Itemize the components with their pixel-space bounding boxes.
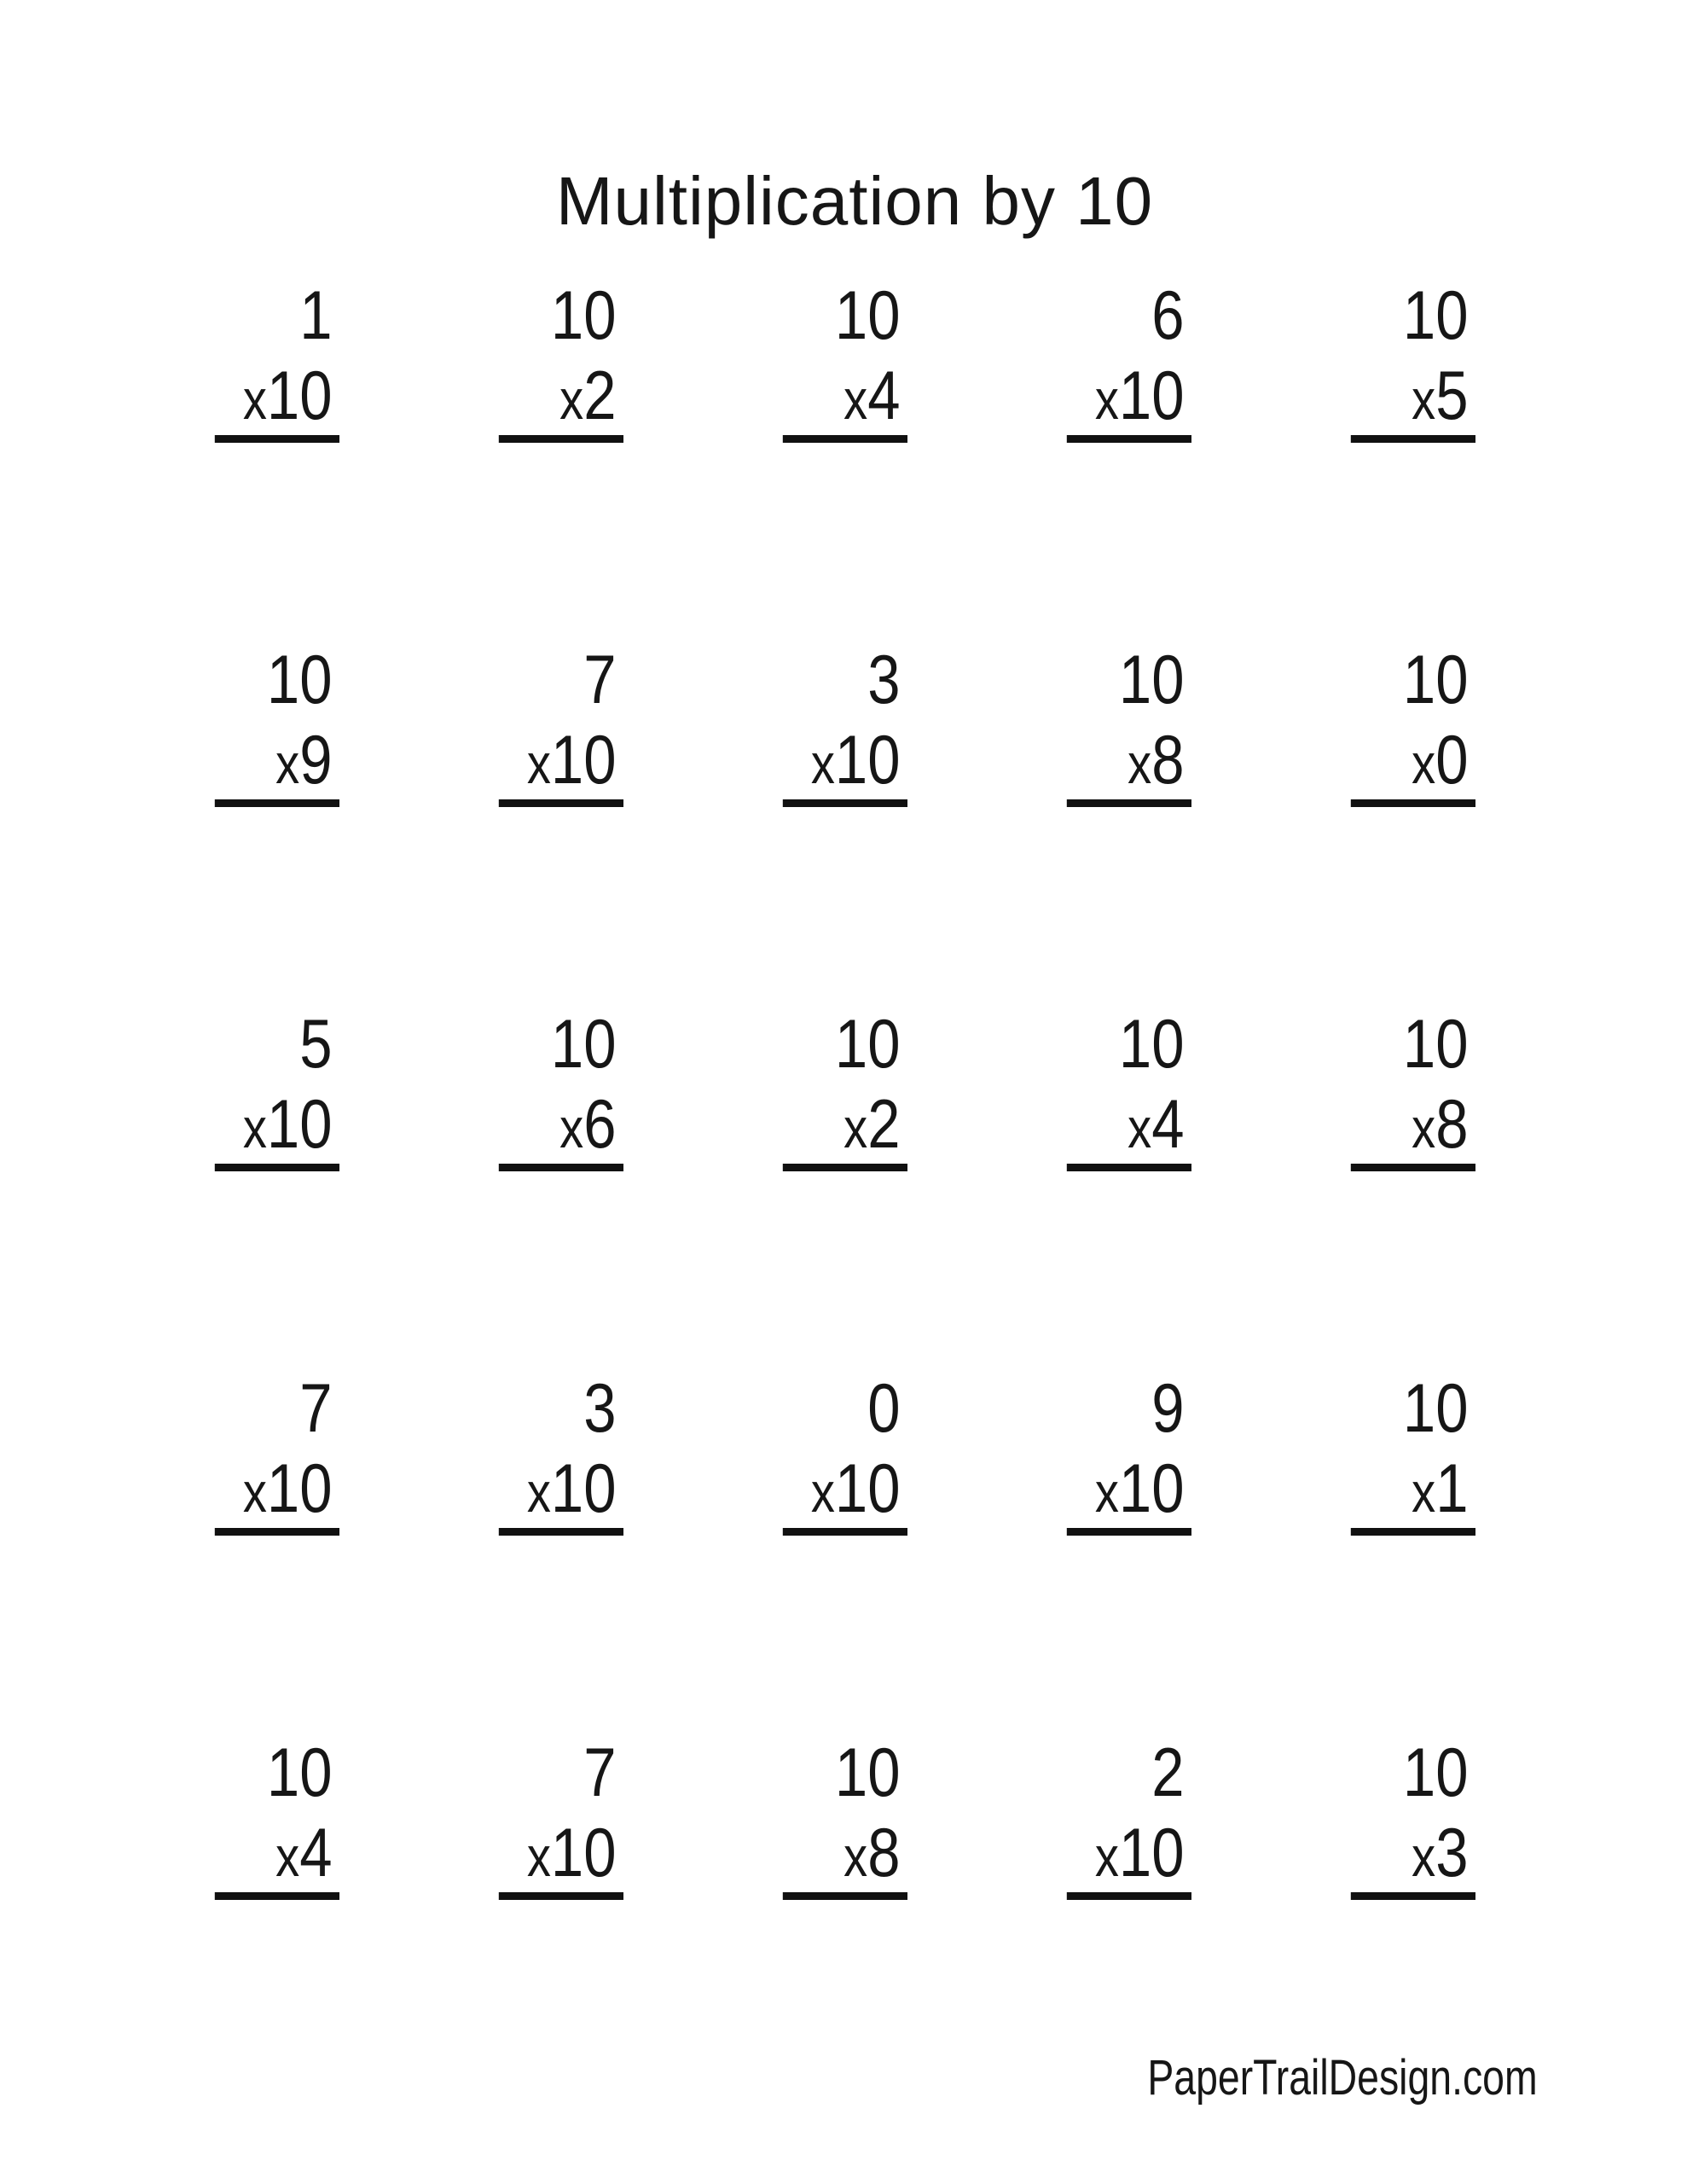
bottom-operand: 4 (867, 357, 901, 434)
top-operand: 7 (583, 642, 617, 718)
bottom-operand-line (810, 722, 907, 799)
bottom-operand: 10 (550, 1450, 617, 1527)
problem (666, 642, 907, 807)
bottom-operand: 3 (1435, 1815, 1469, 1891)
bottom-operand-line (275, 722, 339, 799)
answer-line (215, 1892, 339, 1900)
bottom-operand-line (526, 722, 623, 799)
multiply-operator: x (844, 1096, 868, 1159)
bottom-operand: 10 (1118, 1815, 1185, 1891)
top-operand: 6 (1151, 277, 1185, 354)
bottom-operand: 10 (550, 1815, 617, 1891)
problem (1234, 1734, 1475, 1900)
top-operand: 3 (583, 1370, 617, 1447)
multiply-operator: x (1128, 1096, 1152, 1159)
bottom-operand-line (526, 1815, 623, 1891)
problem (98, 1006, 339, 1171)
bottom-operand: 4 (1151, 1086, 1185, 1163)
multiply-operator: x (1094, 1825, 1119, 1888)
problem (98, 642, 339, 807)
answer-line (215, 799, 339, 807)
bottom-operand-line (242, 1086, 339, 1163)
problem (382, 1370, 623, 1536)
problem (382, 642, 623, 807)
multiply-operator: x (844, 1825, 868, 1888)
bottom-operand: 10 (1118, 1450, 1185, 1527)
answer-line (1351, 1892, 1475, 1900)
multiply-operator: x (1128, 732, 1152, 795)
multiply-operator: x (1094, 1461, 1119, 1524)
problem (98, 277, 339, 443)
bottom-operand-line (844, 357, 907, 434)
problem (1234, 1370, 1475, 1536)
top-operand: 3 (867, 642, 901, 718)
multiply-operator: x (1412, 732, 1436, 795)
top-operand: 7 (299, 1370, 333, 1447)
problem (98, 1734, 339, 1900)
problem (666, 1734, 907, 1900)
problem (666, 1370, 907, 1536)
worksheet-title: Multiplication by 10 (555, 162, 1154, 239)
top-operand: 10 (834, 277, 901, 354)
bottom-operand-line (1412, 1450, 1475, 1527)
top-operand: 2 (1151, 1734, 1185, 1811)
problem (98, 1370, 339, 1536)
bottom-operand-line (1412, 1815, 1475, 1891)
problem (382, 277, 623, 443)
bottom-operand: 10 (834, 722, 901, 799)
bottom-operand-line (1128, 722, 1191, 799)
multiply-operator: x (1412, 1096, 1436, 1159)
answer-line (783, 1528, 907, 1536)
top-operand: 10 (1118, 1006, 1185, 1083)
top-operand: 10 (550, 277, 617, 354)
top-operand: 10 (1402, 1006, 1469, 1083)
answer-line (1067, 435, 1191, 443)
bottom-operand: 10 (266, 1086, 333, 1163)
problem (950, 642, 1191, 807)
bottom-operand: 4 (299, 1815, 333, 1891)
bottom-operand: 10 (266, 1450, 333, 1527)
problem (950, 1734, 1191, 1900)
problem (666, 277, 907, 443)
top-operand: 9 (1151, 1370, 1185, 1447)
multiply-operator: x (810, 1461, 835, 1524)
problem (950, 1370, 1191, 1536)
multiply-operator: x (810, 732, 835, 795)
bottom-operand: 10 (550, 722, 617, 799)
bottom-operand: 10 (834, 1450, 901, 1527)
multiply-operator: x (242, 1461, 267, 1524)
bottom-operand-line (844, 1815, 907, 1891)
top-operand: 10 (1402, 1370, 1469, 1447)
top-operand: 7 (583, 1734, 617, 1811)
answer-line (1351, 435, 1475, 443)
top-operand: 5 (299, 1006, 333, 1083)
answer-line (499, 1164, 623, 1171)
bottom-operand: 8 (867, 1815, 901, 1891)
footer-credit: PaperTrailDesign.com (1147, 2050, 1538, 2106)
top-operand: 10 (834, 1006, 901, 1083)
problem (1234, 642, 1475, 807)
multiply-operator: x (559, 368, 584, 431)
bottom-operand: 8 (1151, 722, 1185, 799)
answer-line (499, 799, 623, 807)
answer-line (783, 435, 907, 443)
answer-line (1351, 799, 1475, 807)
bottom-operand: 8 (1435, 1086, 1469, 1163)
multiply-operator: x (242, 1096, 267, 1159)
bottom-operand: 0 (1435, 722, 1469, 799)
answer-line (215, 1164, 339, 1171)
problem (666, 1006, 907, 1171)
problem (1234, 277, 1475, 443)
bottom-operand: 1 (1435, 1450, 1469, 1527)
bottom-operand: 5 (1435, 357, 1469, 434)
answer-line (783, 799, 907, 807)
problem (950, 1006, 1191, 1171)
multiply-operator: x (1412, 1461, 1436, 1524)
top-operand: 1 (299, 277, 333, 354)
top-operand: 0 (867, 1370, 901, 1447)
bottom-operand-line (559, 1086, 623, 1163)
bottom-operand: 2 (583, 357, 617, 434)
multiply-operator: x (559, 1096, 584, 1159)
bottom-operand-line (1128, 1086, 1191, 1163)
bottom-operand-line (1412, 722, 1475, 799)
answer-line (1067, 1892, 1191, 1900)
top-operand: 10 (266, 642, 333, 718)
multiply-operator: x (526, 1825, 551, 1888)
answer-line (1067, 1164, 1191, 1171)
multiply-operator: x (844, 368, 868, 431)
multiply-operator: x (275, 1825, 300, 1888)
top-operand: 10 (1402, 1734, 1469, 1811)
multiply-operator: x (1094, 368, 1119, 431)
answer-line (1067, 1528, 1191, 1536)
top-operand: 10 (1402, 642, 1469, 718)
bottom-operand-line (559, 357, 623, 434)
multiply-operator: x (242, 368, 267, 431)
top-operand: 10 (550, 1006, 617, 1083)
bottom-operand-line (526, 1450, 623, 1527)
problem (382, 1734, 623, 1900)
top-operand: 10 (1402, 277, 1469, 354)
answer-line (215, 435, 339, 443)
bottom-operand-line (1094, 1450, 1191, 1527)
bottom-operand-line (242, 1450, 339, 1527)
top-operand: 10 (834, 1734, 901, 1811)
bottom-operand-line (810, 1450, 907, 1527)
answer-line (499, 1528, 623, 1536)
bottom-operand-line (275, 1815, 339, 1891)
multiply-operator: x (1412, 368, 1436, 431)
multiply-operator: x (526, 1461, 551, 1524)
bottom-operand-line (242, 357, 339, 434)
bottom-operand: 2 (867, 1086, 901, 1163)
problems-grid (55, 277, 1475, 1900)
problem (382, 1006, 623, 1171)
bottom-operand-line (1094, 357, 1191, 434)
answer-line (1351, 1528, 1475, 1536)
bottom-operand: 6 (583, 1086, 617, 1163)
top-operand: 10 (1118, 642, 1185, 718)
answer-line (1067, 799, 1191, 807)
multiply-operator: x (1412, 1825, 1436, 1888)
bottom-operand-line (1094, 1815, 1191, 1891)
answer-line (783, 1892, 907, 1900)
bottom-operand-line (844, 1086, 907, 1163)
bottom-operand-line (1412, 1086, 1475, 1163)
multiply-operator: x (526, 732, 551, 795)
answer-line (215, 1528, 339, 1536)
bottom-operand-line (1412, 357, 1475, 434)
bottom-operand: 10 (266, 357, 333, 434)
answer-line (783, 1164, 907, 1171)
problem (1234, 1006, 1475, 1171)
answer-line (499, 1892, 623, 1900)
problem (950, 277, 1191, 443)
answer-line (499, 435, 623, 443)
bottom-operand: 10 (1118, 357, 1185, 434)
top-operand: 10 (266, 1734, 333, 1811)
multiply-operator: x (275, 732, 300, 795)
bottom-operand: 9 (299, 722, 333, 799)
answer-line (1351, 1164, 1475, 1171)
